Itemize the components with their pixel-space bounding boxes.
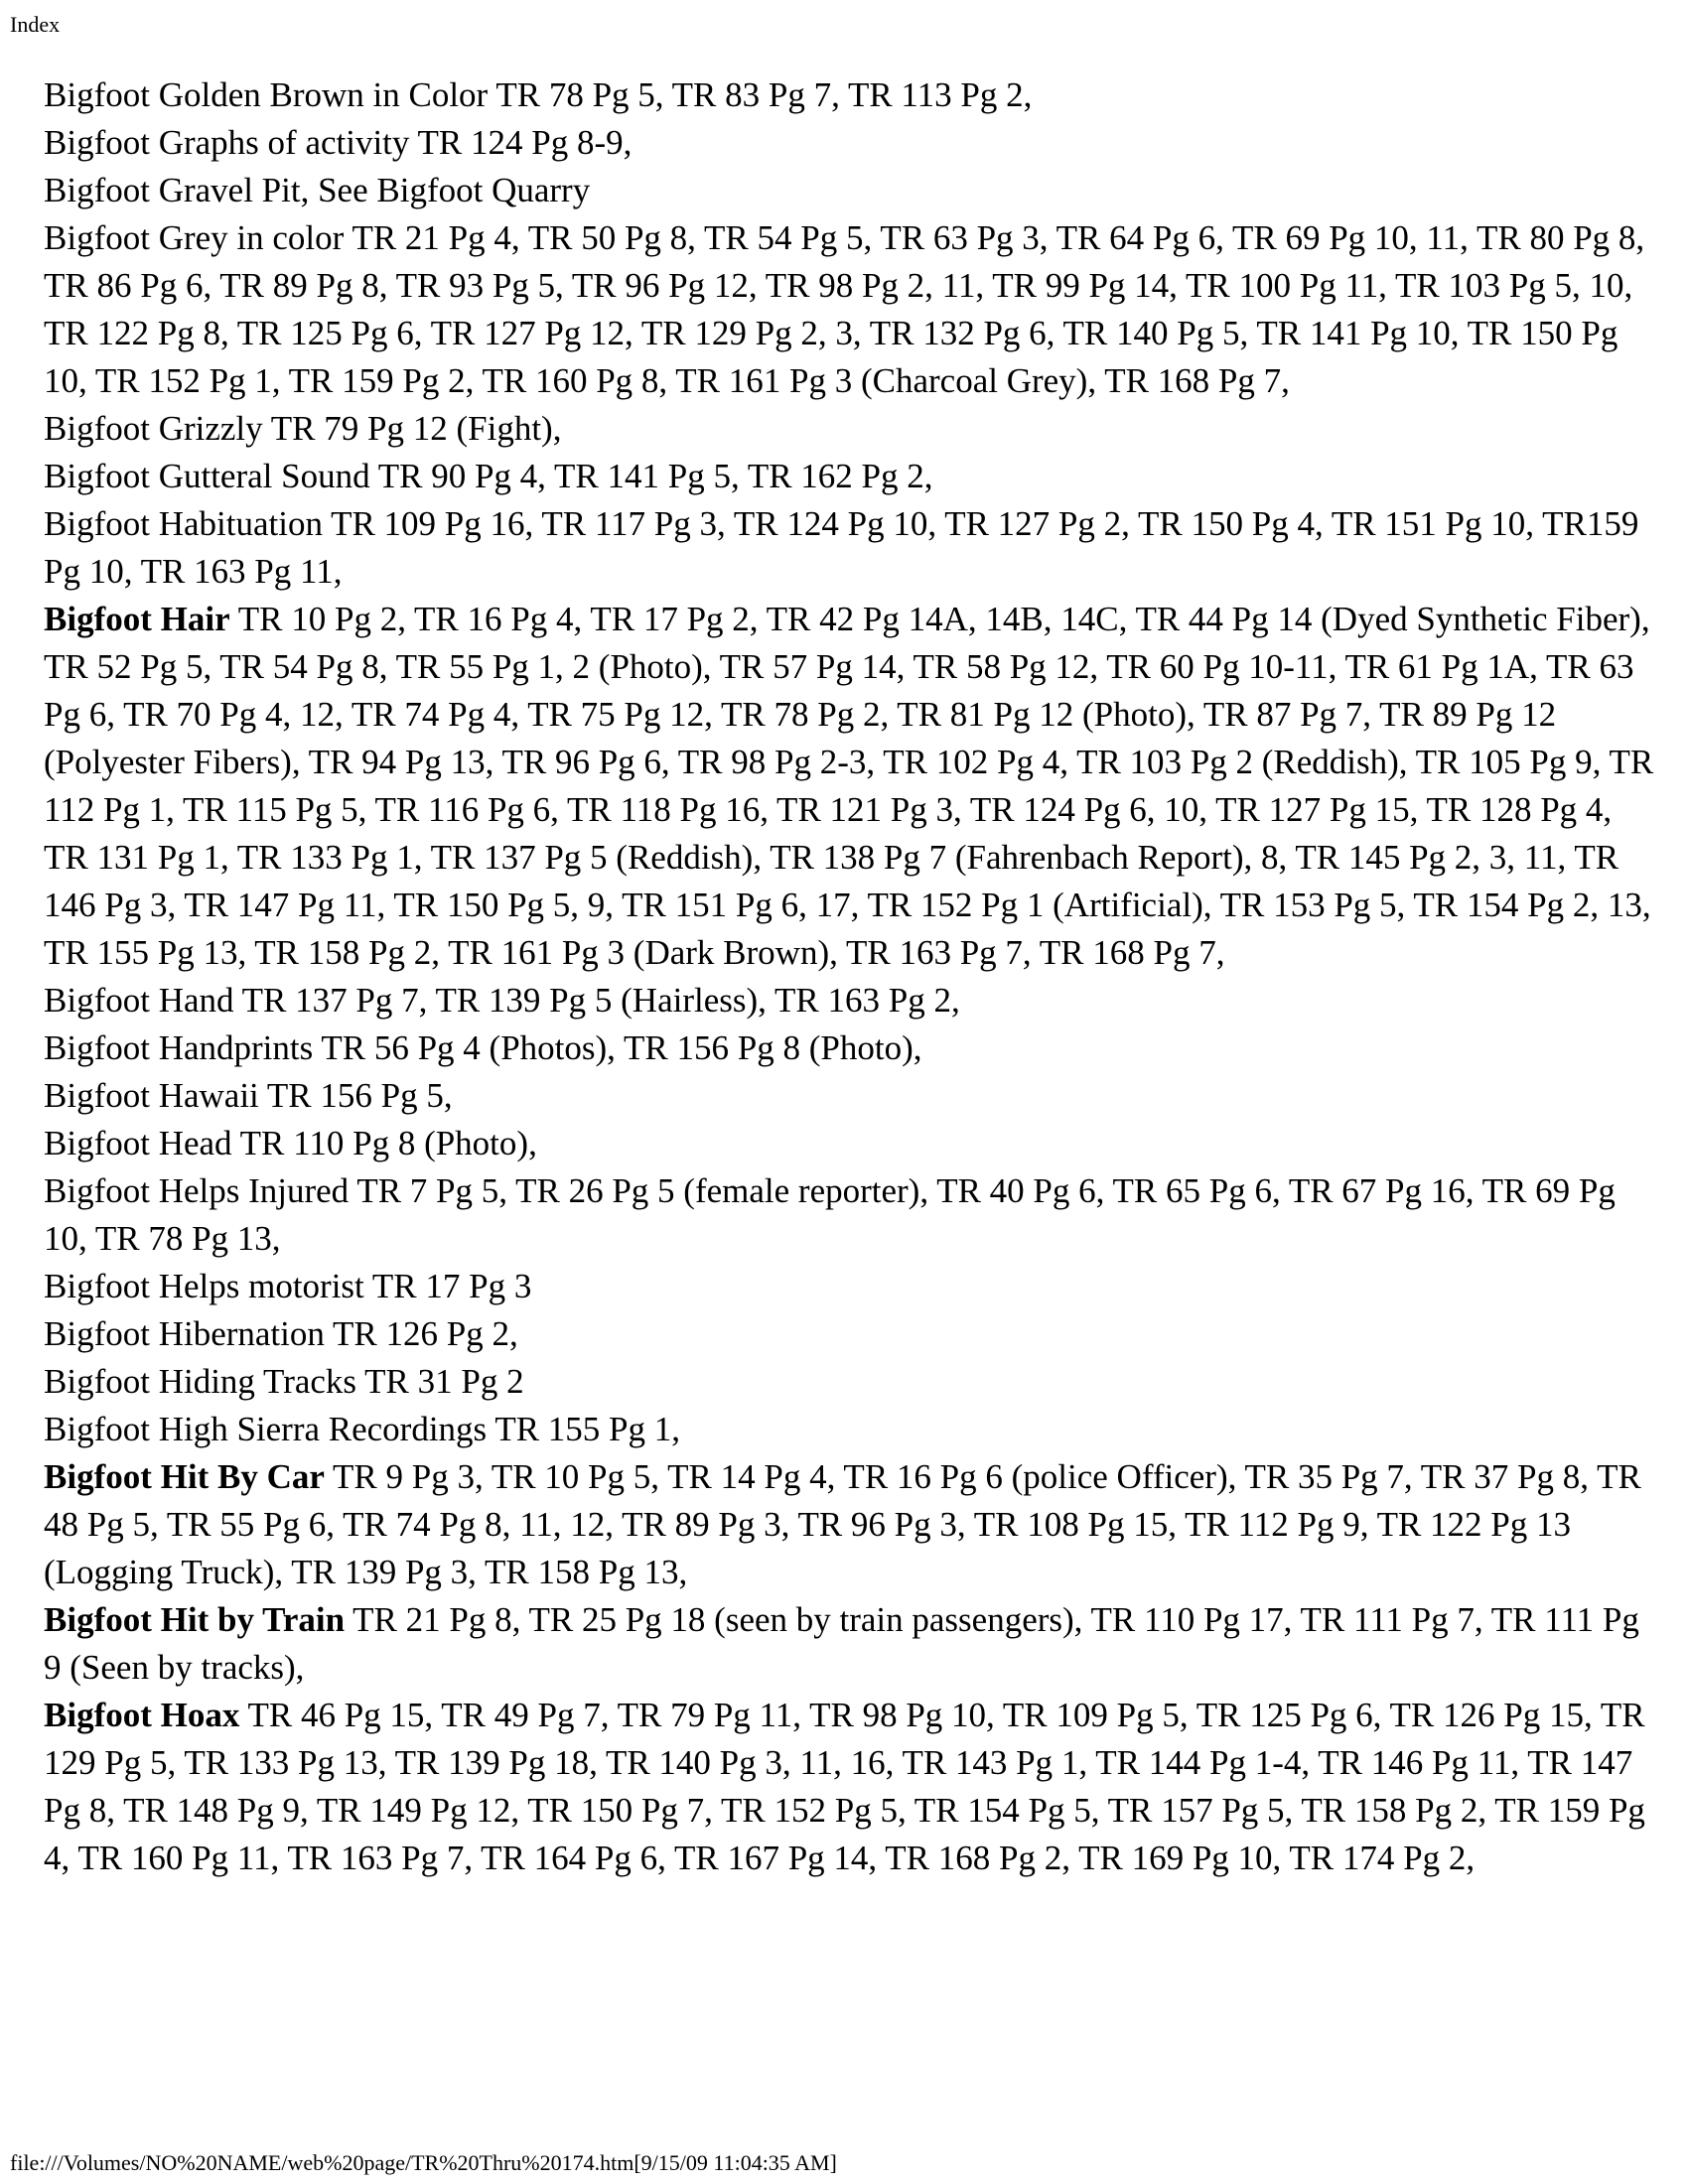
index-entry [44, 167, 1657, 214]
index-entry-references: See Bigfoot Quarry [318, 171, 591, 209]
index-entry-references: TR 156 Pg 5, [266, 1076, 453, 1115]
index-entry-term: Bigfoot Hibernation [44, 1314, 325, 1353]
index-entry-term: Bigfoot Grey in color [44, 218, 345, 257]
index-entry-references: TR 10 Pg 2, TR 16 Pg 4, TR 17 Pg 2, TR 42 Pg 14A, 14B, 14C, TR 44 Pg 14 (Dyed Synthetic Fiber), TR 52 Pg 5, TR 54 Pg 8, TR 55 Pg 1, 2 (Photo), TR 57 Pg 14, TR 58 Pg 12, TR 60 Pg 10-11, TR 61 Pg 1A, TR 63 Pg 6, TR 70 Pg 4, 12, TR 74 Pg 4, TR 75 Pg 12, TR 78 Pg 2, TR 81 Pg 12 (Photo), TR 87 Pg 7, TR 89 Pg 12 (Polyester Fibers), TR 94 Pg 13, TR 96 Pg 6, TR 98 Pg 2-3, TR 102 Pg 4, TR 103 Pg 2 (Reddish), TR 105 Pg 9, TR 112 Pg 1, TR 115 Pg 5, TR 116 Pg 6, TR 118 Pg 16, TR 121 Pg 3, TR 124 Pg 6, 10, TR 127 Pg 15, TR 128 Pg 4, TR 131 Pg 1, TR 133 Pg 1, TR 137 Pg 5 (Reddish), TR 138 Pg 7 (Fahrenbach Report), 8, TR 145 Pg 2, 3, 11, TR 146 Pg 3, TR 147 Pg 11, TR 150 Pg 5, 9, TR 151 Pg 6, 17, TR 152 Pg 1 (Artificial), TR 153 Pg 5, TR 154 Pg 2, 13, TR 155 Pg 13, TR 158 Pg 2, TR 161 Pg 3 (Dark Brown), TR 163 Pg 7, TR 168 Pg 7, [44, 600, 1654, 972]
index-entry [44, 1310, 1657, 1358]
index-entry [44, 500, 1657, 596]
index-entry-term: Bigfoot Hit By Car [44, 1457, 325, 1496]
index-entry-term: Bigfoot Graphs of activity [44, 123, 410, 162]
index-entry-term: Bigfoot Gutteral Sound [44, 457, 370, 495]
index-entry [44, 1072, 1657, 1120]
index-entry [44, 1263, 1657, 1310]
index-entry [44, 453, 1657, 500]
index-entry-list [44, 71, 1657, 1882]
index-entry [44, 71, 1657, 119]
index-entry [44, 1167, 1657, 1263]
index-entry [44, 405, 1657, 453]
index-entry-term: Bigfoot Hoax [44, 1696, 240, 1734]
index-entry-references: TR 7 Pg 5, TR 26 Pg 5 (female reporter), TR 40 Pg 6, TR 65 Pg 6, TR 67 Pg 16, TR 69 Pg 10, TR 78 Pg 13, [44, 1171, 1616, 1258]
index-entry-references: TR 109 Pg 16, TR 117 Pg 3, TR 124 Pg 10, TR 127 Pg 2, TR 150 Pg 4, TR 151 Pg 10, TR159 Pg 10, TR 163 Pg 11, [44, 504, 1639, 591]
index-entry-references: TR 126 Pg 2, [333, 1314, 518, 1353]
index-entry [44, 1358, 1657, 1406]
index-entry-term: Bigfoot Helps motorist [44, 1267, 364, 1305]
index-entry-references: TR 110 Pg 8 (Photo), [239, 1124, 537, 1162]
index-entry-term: Bigfoot Helps Injured [44, 1171, 350, 1210]
index-entry-term: Bigfoot Golden Brown in Color [44, 75, 489, 114]
index-entry [44, 119, 1657, 167]
index-entry-term: Bigfoot Grizzly [44, 409, 263, 448]
index-entry-references: TR 46 Pg 15, TR 49 Pg 7, TR 79 Pg 11, TR 98 Pg 10, TR 109 Pg 5, TR 125 Pg 6, TR 126 Pg 15, TR 129 Pg 5, TR 133 Pg 13, TR 139 Pg 18, TR 140 Pg 3, 11, 16, TR 143 Pg 1, TR 144 Pg 1-4, TR 146 Pg 11, TR 147 Pg 8, TR 148 Pg 9, TR 149 Pg 12, TR 150 Pg 7, TR 152 Pg 5, TR 154 Pg 5, TR 157 Pg 5, TR 158 Pg 2, TR 159 Pg 4, TR 160 Pg 11, TR 163 Pg 7, TR 164 Pg 6, TR 167 Pg 14, TR 168 Pg 2, TR 169 Pg 10, TR 174 Pg 2, [44, 1696, 1645, 1877]
index-entry [44, 214, 1657, 405]
index-entry-term: Bigfoot Hair [44, 600, 230, 638]
index-entry [44, 1120, 1657, 1167]
index-entry-references: TR 124 Pg 8-9, [417, 123, 633, 162]
index-entry-references: TR 155 Pg 1, [494, 1410, 681, 1448]
index-entry-references: TR 79 Pg 12 (Fight), [270, 409, 562, 448]
index-entry-term: Bigfoot Hawaii [44, 1076, 259, 1115]
footer-file-url: file:///Volumes/NO%20NAME/web%20page/TR%20Thru%20174.htm[9/15/09 11:04:35 AM] [10, 2150, 837, 2175]
index-entry [44, 1024, 1657, 1072]
page-header-title: Index [10, 12, 61, 37]
index-entry [44, 977, 1657, 1024]
index-entry [44, 1596, 1657, 1692]
index-entry-references: TR 17 Pg 3 [371, 1267, 532, 1305]
index-entry [44, 1453, 1657, 1596]
index-entry-references: TR 31 Pg 2 [364, 1362, 524, 1401]
index-entry [44, 1692, 1657, 1882]
index-entry-references: TR 21 Pg 8, TR 25 Pg 18 (seen by train passengers), TR 110 Pg 17, TR 111 Pg 7, TR 111 Pg 9 (Seen by tracks), [44, 1600, 1639, 1687]
index-entry-term: Bigfoot Gravel Pit, [44, 171, 310, 209]
index-entry-references: TR 137 Pg 7, TR 139 Pg 5 (Hairless), TR 163 Pg 2, [241, 981, 960, 1020]
index-entry-term: Bigfoot Handprints [44, 1028, 314, 1067]
index-entry-references: TR 78 Pg 5, TR 83 Pg 7, TR 113 Pg 2, [495, 75, 1033, 114]
index-entry [44, 1406, 1657, 1453]
index-entry-references: TR 90 Pg 4, TR 141 Pg 5, TR 162 Pg 2, [377, 457, 933, 495]
index-entry-term: Bigfoot High Sierra Recordings [44, 1410, 488, 1448]
index-entry [44, 596, 1657, 977]
index-entry-references: TR 56 Pg 4 (Photos), TR 156 Pg 8 (Photo), [321, 1028, 922, 1067]
index-entry-term: Bigfoot Habituation [44, 504, 323, 543]
index-entry-term: Bigfoot Head [44, 1124, 232, 1162]
index-entry-references: TR 9 Pg 3, TR 10 Pg 5, TR 14 Pg 4, TR 16 Pg 6 (police Officer), TR 35 Pg 7, TR 37 Pg 8, TR 48 Pg 5, TR 55 Pg 6, TR 74 Pg 8, 11, 12, TR 89 Pg 3, TR 96 Pg 3, TR 108 Pg 15, TR 112 Pg 9, TR 122 Pg 13 (Logging Truck), TR 139 Pg 3, TR 158 Pg 13, [44, 1457, 1641, 1591]
index-entry-term: Bigfoot Hiding Tracks [44, 1362, 357, 1401]
index-entry-references: TR 21 Pg 4, TR 50 Pg 8, TR 54 Pg 5, TR 63 Pg 3, TR 64 Pg 6, TR 69 Pg 10, 11, TR 80 Pg 8, TR 86 Pg 6, TR 89 Pg 8, TR 93 Pg 5, TR 96 Pg 12, TR 98 Pg 2, 11, TR 99 Pg 14, TR 100 Pg 11, TR 103 Pg 5, 10, TR 122 Pg 8, TR 125 Pg 6, TR 127 Pg 12, TR 129 Pg 2, 3, TR 132 Pg 6, TR 140 Pg 5, TR 141 Pg 10, TR 150 Pg 10, TR 152 Pg 1, TR 159 Pg 2, TR 160 Pg 8, TR 161 Pg 3 (Charcoal Grey), TR 168 Pg 7, [44, 218, 1645, 400]
index-entry-term: Bigfoot Hit by Train [44, 1600, 346, 1639]
index-entry-term: Bigfoot Hand [44, 981, 234, 1020]
